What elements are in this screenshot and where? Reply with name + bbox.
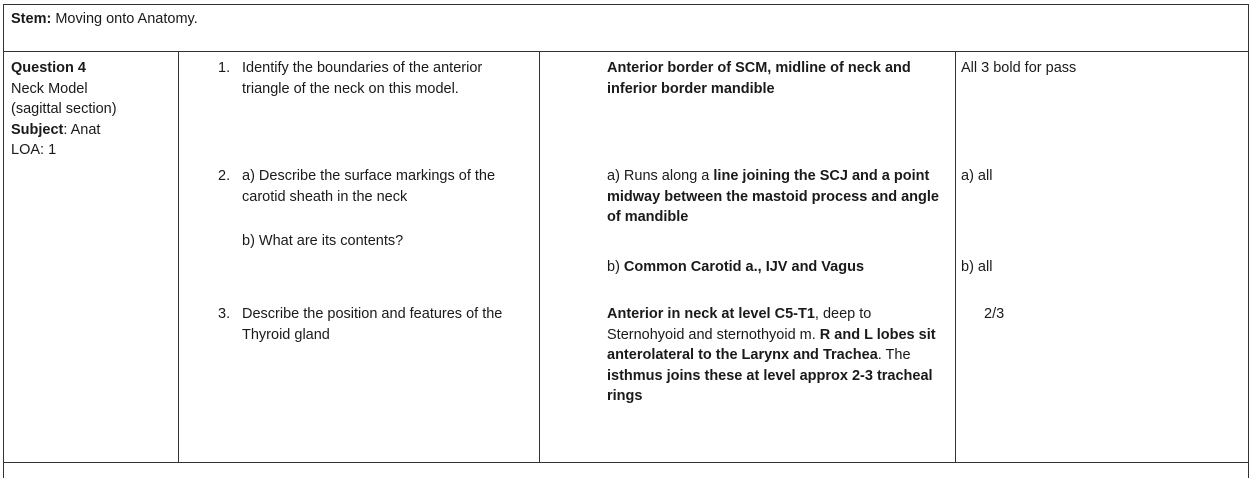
col-divider-3: [955, 51, 956, 462]
col-divider-2: [539, 51, 540, 462]
answer-2b-prefix: b): [607, 259, 624, 275]
loa: LOA: 1: [11, 142, 57, 158]
answer-2a-prefix: a) Runs along a: [607, 168, 714, 184]
stem-row: [11, 9, 198, 30]
table-border-right: [1248, 4, 1249, 478]
answer-3-bold3: isthmus joins these at level approx 2-3 tracheal rings: [607, 367, 933, 404]
subject-value: : Anat: [63, 121, 101, 138]
table-border-left: [3, 4, 4, 478]
answer-3-plain2: . The: [877, 347, 911, 363]
question-text: Identify the boundaries of the anterior triangle of the neck on this model.: [242, 60, 483, 97]
table-border-top: [3, 4, 1249, 5]
stem-text: Moving onto Anatomy.: [51, 11, 198, 27]
mark-2a: a) all: [961, 168, 993, 184]
question-info: [11, 58, 176, 161]
table-divider-bottom: [3, 462, 1249, 463]
answer-2a: [607, 166, 952, 228]
question-num: 2.: [218, 168, 231, 184]
stem-label: Stem:: [11, 11, 52, 27]
table-divider-stem: [3, 51, 1249, 52]
question-text: Describe the position and features of the Thyroid gland: [242, 306, 503, 343]
mark-2b: b) all: [961, 259, 993, 275]
answer-2a-bold: line joining the SCJ and a point midway between the mastoid process and angle of mandible: [607, 168, 939, 225]
model-line2: (sagittal section): [11, 101, 117, 117]
subject-label: Subject: [11, 121, 64, 138]
mark-1: All 3 bold for pass: [961, 60, 1077, 76]
question-num: 3.: [218, 306, 231, 322]
mark-3: 2/3: [984, 306, 1005, 322]
answer-2b: [607, 257, 952, 278]
question-number: Question 4: [11, 60, 86, 76]
model-line1: Neck Model: [11, 80, 88, 97]
answer-1: [607, 58, 952, 99]
question-text: a) Describe the surface markings of the carotid sheath in the neck: [242, 168, 496, 205]
answer-3-bold1: Anterior in neck at level C5-T1: [607, 306, 815, 322]
question-num: 1.: [218, 60, 231, 76]
answer-3-bold2: R and L lobes sit anterolateral to the Larynx and Trachea: [607, 326, 936, 363]
answer-1-text: Anterior border of SCM, midline of neck and inferior border mandible: [607, 60, 911, 97]
col-divider-1: [178, 51, 179, 462]
answer-3: [607, 304, 952, 407]
answer-3-plain1: , deep to Sternohyoid and sternothyoid m.: [607, 306, 872, 343]
answer-2b-bold: Common Carotid a., IJV and Vagus: [623, 259, 865, 275]
question-text: b) What are its contents?: [242, 233, 404, 249]
